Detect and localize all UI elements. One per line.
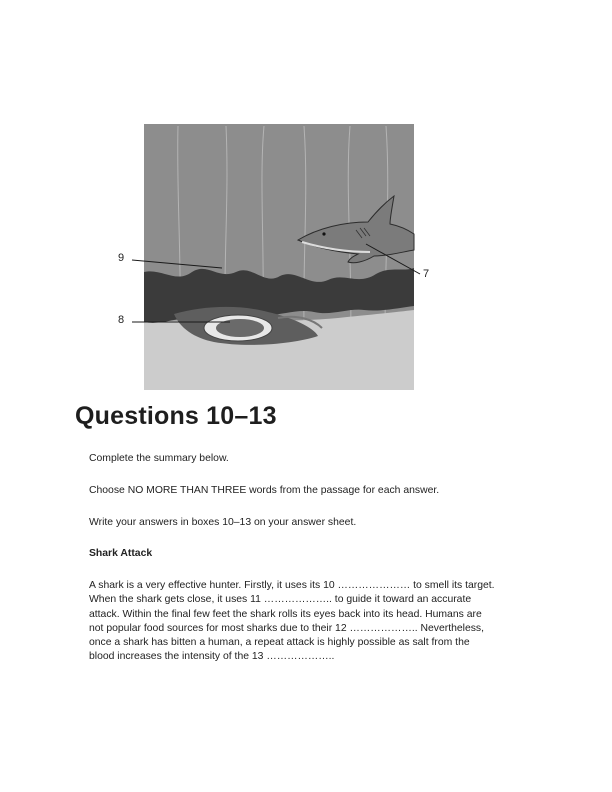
figure-label-8: 8 bbox=[118, 314, 125, 326]
summary-title: Shark Attack bbox=[89, 548, 153, 559]
summary-line: blood increases the intensity of the 13 ……………….. bbox=[89, 651, 335, 663]
summary-line: attack. Within the final few feet the shark rolls its eyes back into its head. Humans are bbox=[89, 608, 482, 620]
summary-line: A shark is a very effective hunter. Firstly, it uses its 10 ………………… to smell its target. bbox=[89, 580, 495, 591]
summary-line: once a shark has bitten a human, a repeat attack is highly possible as salt from the bbox=[89, 637, 470, 649]
instruction-answer-sheet: Write your answers in boxes 10–13 on your answer sheet. bbox=[89, 517, 357, 528]
shark-illustration bbox=[118, 122, 438, 392]
instruction-complete: Complete the summary below. bbox=[89, 453, 229, 464]
summary-line: When the shark gets close, it uses 11 ……………….. to guide it toward an accurate bbox=[89, 594, 472, 606]
instruction-word-limit: Choose NO MORE THAN THREE words from the passage for each answer. bbox=[89, 485, 440, 496]
summary-text bbox=[89, 579, 529, 665]
figure-label-7: 7 bbox=[423, 268, 430, 280]
figure-label-9: 9 bbox=[118, 252, 125, 264]
summary-line: not popular food sources for most sharks due to their 12 ……………….. Nevertheless, bbox=[89, 622, 485, 634]
section-heading: Questions 10–13 bbox=[75, 402, 277, 430]
